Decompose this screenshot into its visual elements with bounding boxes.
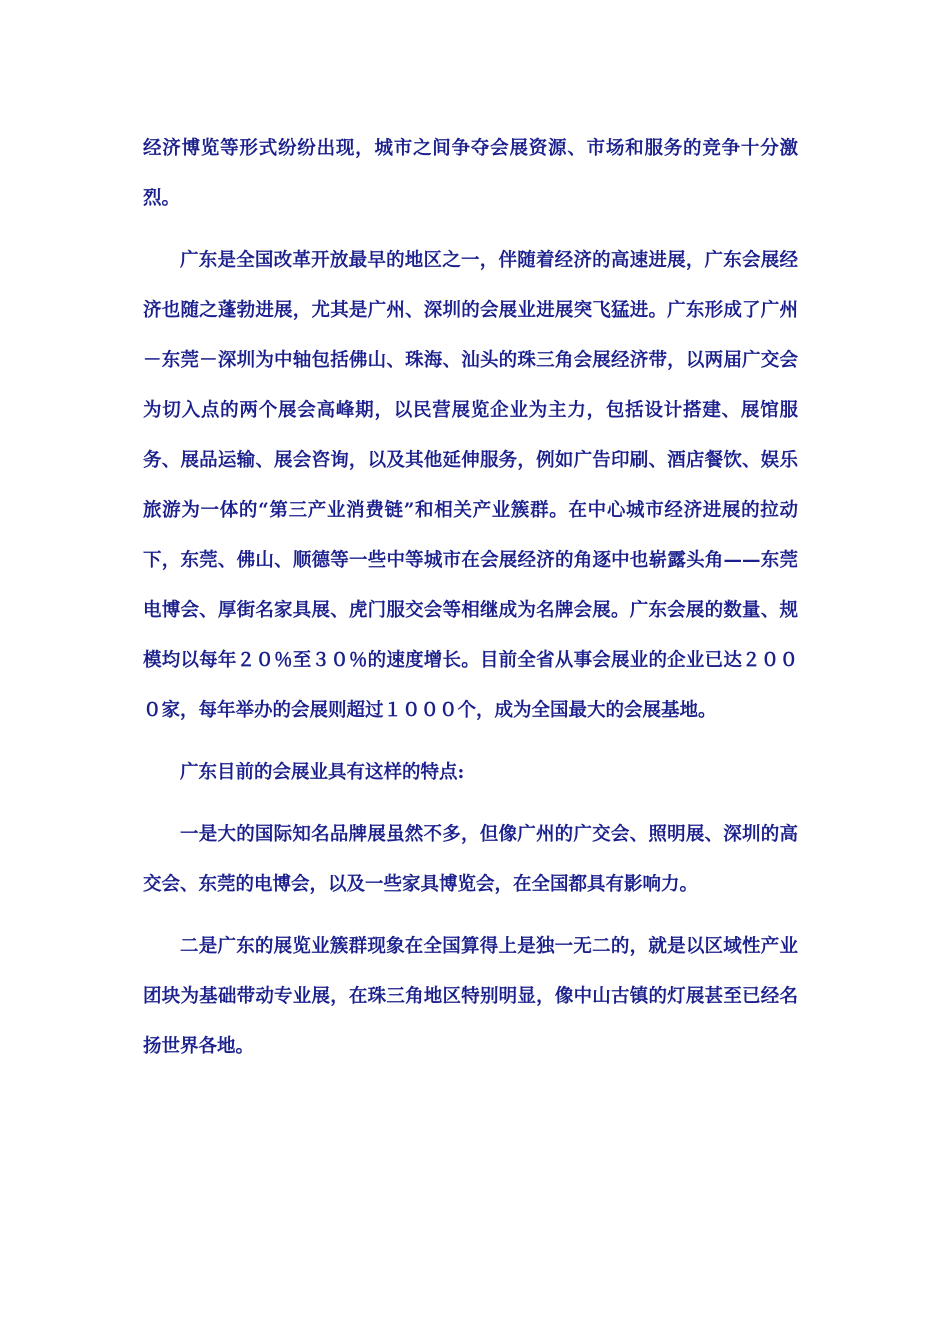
paragraph-features-intro: 广东目前的会展业具有这样的特点: xyxy=(180,762,465,783)
paragraph-feature-one: 一是大的国际知名品牌展虽然不多，但像广州的广交会、照明展、深圳的高交会、东莞的电博会，以及一些家具博览会，在全国都具有影响力。 xyxy=(143,824,798,895)
paragraph-continuation: 经济博览等形式纷纷出现，城市之间争夺会展资源、市场和服务的竞争十分激烈。 xyxy=(143,138,798,209)
paragraph-guangdong-overview: 广东是全国改革开放最早的地区之一，伴随着经济的高速进展，广东会展经济也随之蓬勃进展，尤其是广州、深圳的会展业进展突飞猛进。广东形成了广州－东莞－深圳为中轴包括佛山、珠海、汕头的珠三角会展经济带，以两届广交会为切入点的两个展会高峰期，以民营展览企业为主力，包括设计搭建、展馆服务、展品运输、展会咨询，以及其他延伸服务，例如广告印刷、酒店餐饮、娱乐旅游为一体的“第三产业消费链”和相关产业簇群。在中心城市经济进展的拉动下，东莞、佛山、顺德等一些中等城市在会展经济的角逐中也崭露头角——东莞电博会、厚街名家具展、虎门服交会等相继成为名牌会展。广东会展的数量、规模均以每年２０％至３０％的速度增长。目前全省从事会展业的企业已达２０００家，每年举办的会展则超过１０００个，成为全国最大的会展基地。 xyxy=(143,250,798,721)
document-body xyxy=(143,124,798,1084)
paragraph-feature-two: 二是广东的展览业簇群现象在全国算得上是独一无二的，就是以区域性产业团块为基础带动专业展，在珠三角地区特别明显，像中山古镇的灯展甚至已经名扬世界各地。 xyxy=(143,936,798,1057)
